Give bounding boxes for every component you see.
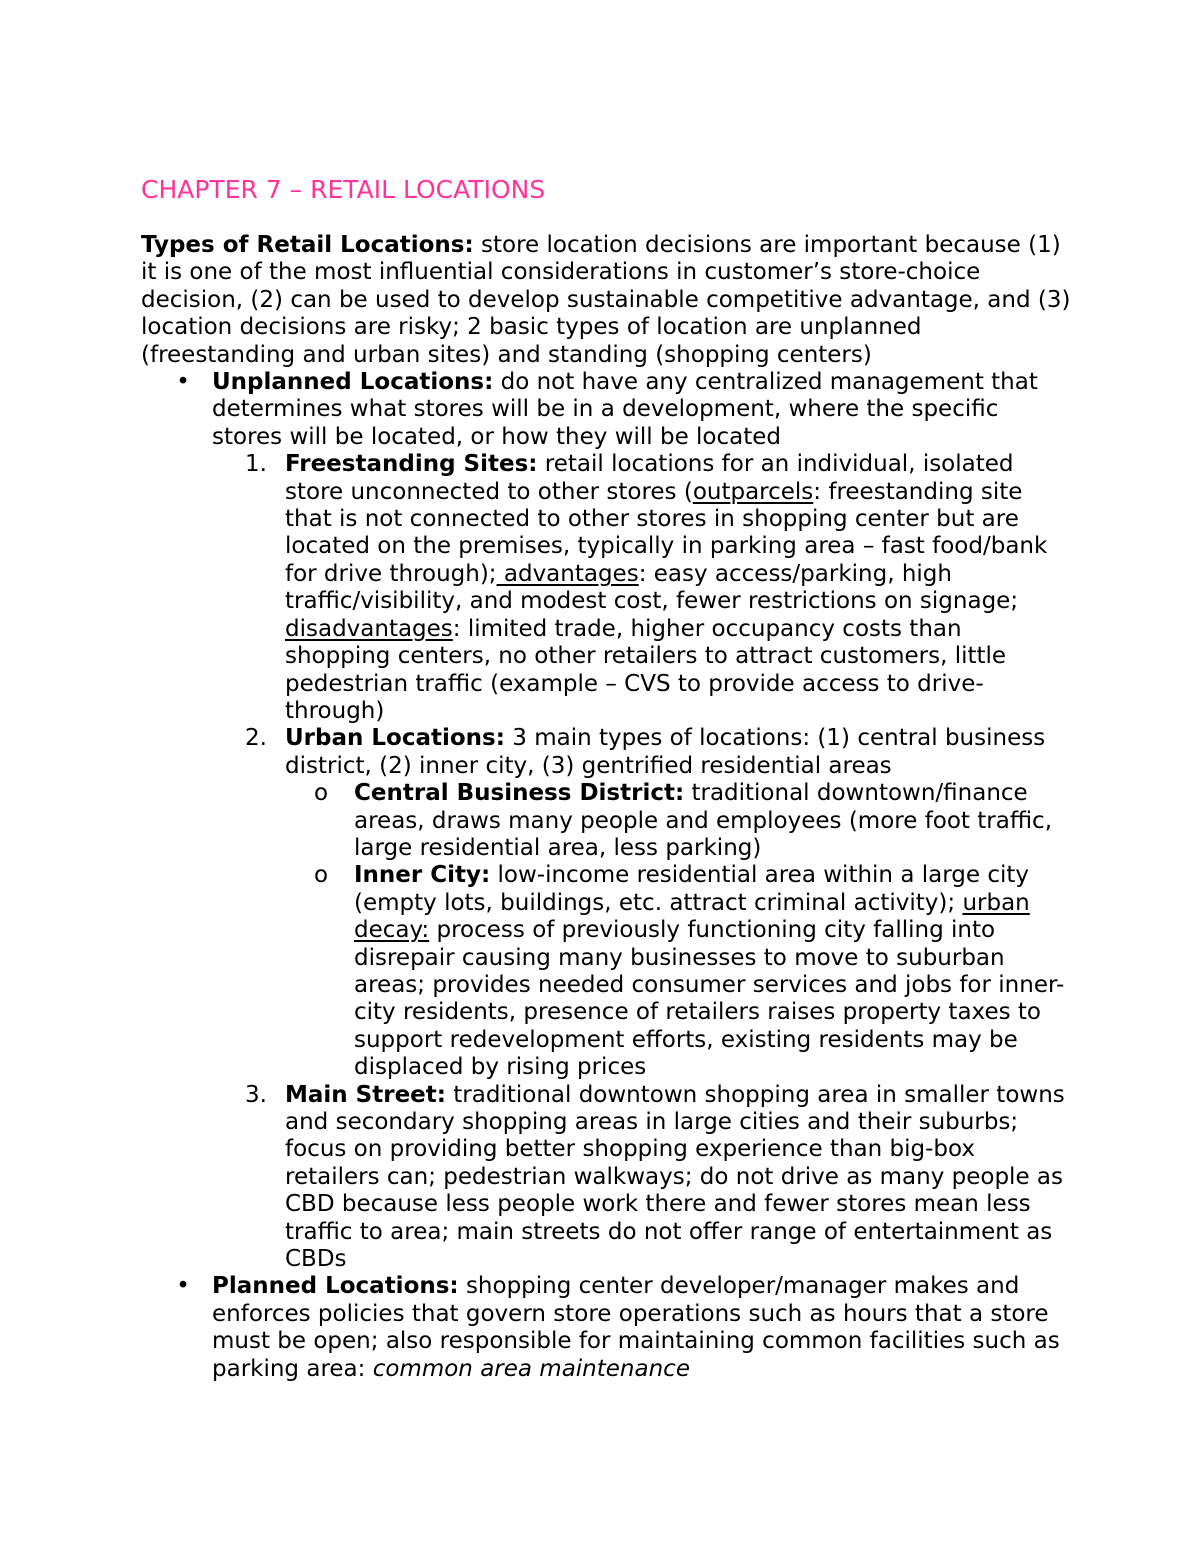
circle-bullet-icon: o (314, 780, 329, 807)
intro-text: store location decisions are important because (1) it is one of the most influential considerations in customer’s store-choice decision, (2) can be used to develop sustainable competitive advantage, and (3) location decisions are risky; 2 basic types of location are unplanned (freestanding and urban sites) and standing (shopping centers) (141, 232, 1071, 368)
advantages-term: advantages (496, 560, 639, 587)
inner-city-text-2: process of previously functioning city falling into disrepair causing many businesses to move to suburban areas; provides needed consumer services and jobs for inner-city residents, presence of retailers raises property taxes to support redevelopment efforts, existing residents may be displaced by rising prices (354, 917, 1065, 1081)
list-item-unplanned (141, 369, 1071, 451)
inner-city-heading: Inner City: (354, 862, 491, 889)
urban-decay-term: urban decay: (354, 889, 1030, 944)
unplanned-heading: Unplanned Locations: (212, 369, 494, 396)
outparcels-term: outparcels (692, 478, 814, 505)
cbd-text: traditional downtown/finance areas, draws many people and employees (more foot traffic, large residential area, less parking) (354, 780, 1053, 861)
freestanding-text-1: retail locations for an individual, isolated store unconnected to other stores ( (285, 451, 1014, 505)
cbd-heading: Central Business District: (354, 780, 685, 807)
urban-text: 3 main types of locations: (1) central business district, (2) inner city, (3) gentrified residential areas (285, 725, 1046, 779)
list-number: 1. (245, 451, 267, 478)
bullet-icon: • (176, 369, 190, 396)
disadvantages-term: disadvantages (285, 615, 453, 642)
chapter-title: CHAPTER 7 – RETAIL LOCATIONS (141, 175, 546, 204)
freestanding-heading: Freestanding Sites: (285, 451, 538, 478)
list-number: 2. (245, 725, 267, 752)
list-number: 3. (245, 1081, 267, 1108)
planned-heading: Planned Locations: (212, 1273, 459, 1300)
list-item-inner-city (141, 862, 1071, 1081)
document-body (141, 232, 1071, 1383)
freestanding-text-4: : limited trade, higher occupancy costs than shopping centers, no other retailers to attract customers, little pedestrian traffic (example – CVS to provide access to drive-through) (285, 615, 1007, 724)
intro-heading: Types of Retail Locations: (141, 232, 474, 258)
main-street-heading: Main Street: (285, 1081, 446, 1108)
list-item-main-street (141, 1082, 1071, 1274)
intro-paragraph (141, 232, 1071, 369)
urban-heading: Urban Locations: (285, 725, 505, 752)
list-item-freestanding (141, 451, 1071, 725)
freestanding-text-3: : easy access/parking, high traffic/visibility, and modest cost, fewer restrictions on signage; (285, 560, 1019, 615)
list-item-cbd (141, 780, 1071, 862)
circle-bullet-icon: o (314, 862, 329, 889)
list-item-planned (141, 1273, 1071, 1383)
inner-city-text-1: low-income residential area within a large city (empty lots, buildings, etc. attract criminal activity); (354, 862, 1029, 916)
main-street-text: traditional downtown shopping area in smaller towns and secondary shopping areas in large cities and their suburbs; focus on providing better shopping experience than big-box retailers can; pedestrian walkways; do not drive as many people as CBD because less people work there and fewer stores mean less traffic to area; main streets do not offer range of entertainment as CBDs (285, 1081, 1065, 1273)
list-item-urban (141, 725, 1071, 780)
planned-text: shopping center developer/manager makes and enforces policies that govern store operations such as hours that a store must be open; also responsible for maintaining common facilities such as parking area: (212, 1273, 1060, 1382)
freestanding-text-2: : freestanding site that is not connected to other stores in shopping center but are located on the premises, typically in parking area – fast food/bank for drive through); (285, 478, 1048, 587)
bullet-icon: • (176, 1273, 190, 1300)
common-area-maintenance-term: common area maintenance (372, 1355, 690, 1382)
unplanned-text: do not have any centralized management that determines what stores will be in a development, where the specific stores will be located, or how they will be located (212, 369, 1038, 450)
